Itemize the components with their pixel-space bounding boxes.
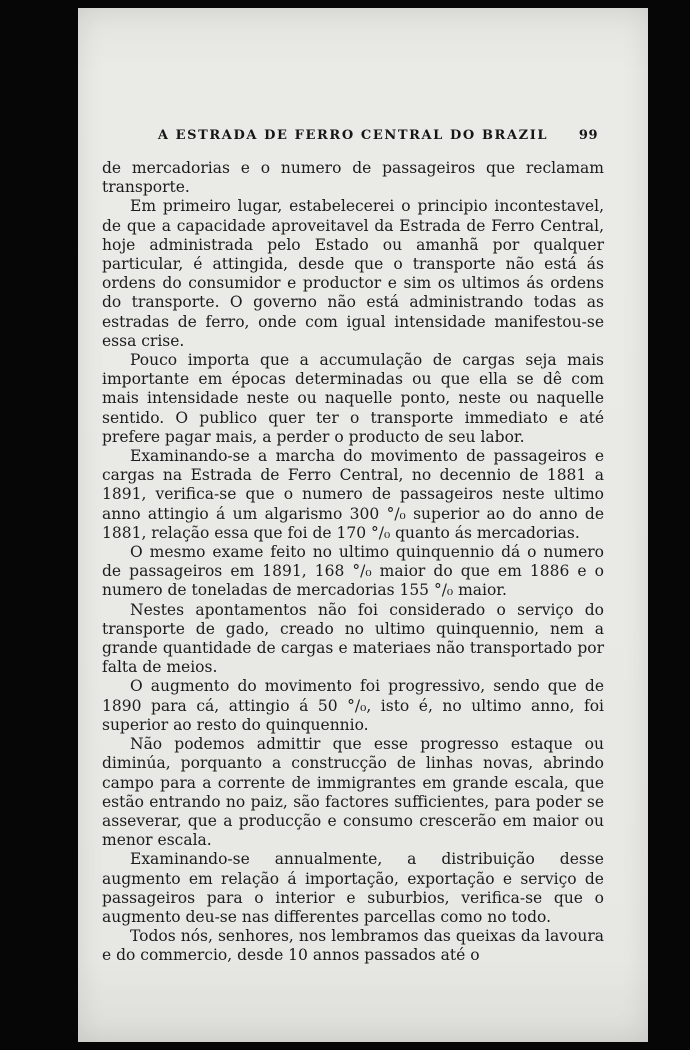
paragraph: de mercadorias e o numero de passageiros que reclamam transporte. [102,159,604,197]
paragraph: O mesmo exame feito no ultimo quinquennio dá o numero de passageiros em 1891, 168 °/₀ maior do que em 1886 e o numero de toneladas de mercadorias 155 °/₀ maior. [102,543,604,600]
paragraph: Pouco importa que a accumulação de cargas seja mais importante em épocas determinadas ou que ella se dê com mais intensidade neste ou naquelle ponto, neste ou naquelle sentido. O publico quer ter o transporte immediato e até prefere pagar mais, a perder o producto de seu labor. [102,351,604,446]
paragraph: Não podemos admittir que esse progresso estaque ou diminúa, porquanto a construcção de linhas novas, abrindo campo para a corrente de immigrantes em grande escala, que estão entrando no paiz, são factores sufficientes, para poder se asseverar, que a producção e consumo crescerão em maior ou menor escala. [102,735,604,850]
page-number: 99 [578,128,598,143]
body-text [102,159,604,966]
page-content [102,128,604,966]
header-title: A ESTRADA DE FERRO CENTRAL DO BRAZIL [157,128,549,143]
paragraph: Examinando-se annualmente, a distribuição desse augmento em relação á importação, exportação e serviço de passageiros para o interior e suburbios, verifica-se que o augmento deu-se nas differentes parcellas como no todo. [102,850,604,926]
running-header [102,128,604,143]
paragraph: Todos nós, senhores, nos lembramos das queixas da lavoura e do commercio, desde 10 annos passados até o [102,927,604,965]
paragraph: Examinando-se a marcha do movimento de passageiros e cargas na Estrada de Ferro Central, no decennio de 1881 a 1891, verifica-se que o numero de passageiros neste ultimo anno attingio á um algarismo 300 °/₀ superior ao do anno de 1881, relação essa que foi de 170 °/₀ quanto ás mercadorias. [102,447,604,542]
paragraph: O augmento do movimento foi progressivo, sendo que de 1890 para cá, attingio á 50 °/₀, isto é, no ultimo anno, foi superior ao resto do quinquennio. [102,677,604,734]
paragraph: Em primeiro lugar, estabelecerei o principio incontestavel, de que a capacidade aproveitavel da Estrada de Ferro Central, hoje administrada pelo Estado ou amanhã por qualquer particular, é attingida, desde que o transporte não está ás ordens do consumidor e productor e sim os ultimos ás ordens do transporte. O governo não está administrando todas as estradas de ferro, onde com igual intensidade manifestou-se essa crise. [102,197,604,350]
book-page [78,8,648,1042]
paragraph: Nestes apontamentos não foi considerado o serviço do transporte de gado, creado no ultimo quinquennio, nem a grande quantidade de cargas e materiaes não transportado por falta de meios. [102,600,604,677]
